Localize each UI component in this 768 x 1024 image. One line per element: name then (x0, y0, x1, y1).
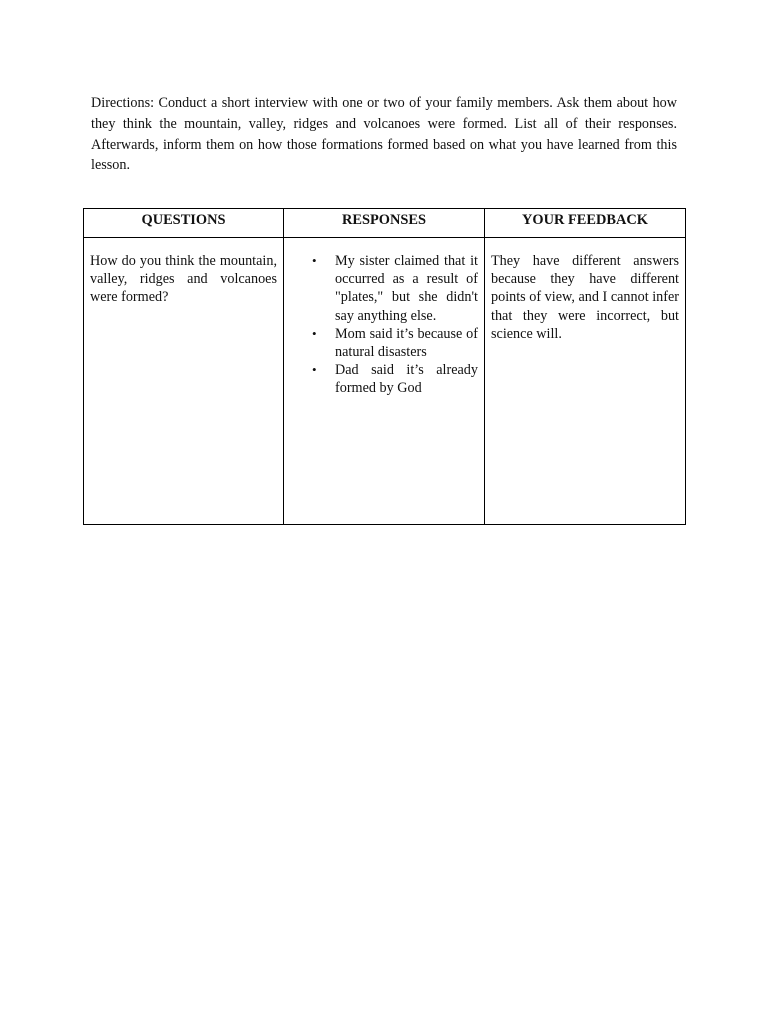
question-cell: How do you think the mountain, valley, ridges and volcanoes were formed? (84, 238, 284, 525)
bullet-icon: • (312, 325, 317, 341)
feedback-header: YOUR FEEDBACK (485, 209, 686, 238)
responses-header: RESPONSES (284, 209, 485, 238)
bullet-icon: • (312, 253, 317, 268)
bullet-icon: • (312, 362, 317, 378)
responses-list (284, 252, 478, 398)
response-text: Mom said it’s because of natural disasters (335, 325, 478, 361)
response-item (312, 252, 478, 325)
response-text: Dad said it’s already formed by God (335, 362, 478, 397)
table-header-row (84, 209, 686, 238)
feedback-cell: They have different answers because they have different points of view, and I cannot infer that they were incorrect, but science will. (485, 238, 686, 525)
table-row (84, 238, 686, 525)
response-item (312, 325, 478, 361)
interview-table (83, 208, 686, 525)
response-text: My sister claimed that it occurred as a result of "plates," but she didn't say anything else. (335, 253, 478, 324)
questions-header: QUESTIONS (84, 209, 284, 238)
directions-paragraph: Directions: Conduct a short interview with one or two of your family members. Ask them about how they think the mountain, valley, ridges and volcanoes were formed. List all of their responses. Afterwards, inform them on how those formations formed based on what you have learned from this lesson. (91, 95, 677, 174)
response-item (312, 361, 478, 397)
responses-cell (284, 238, 485, 525)
